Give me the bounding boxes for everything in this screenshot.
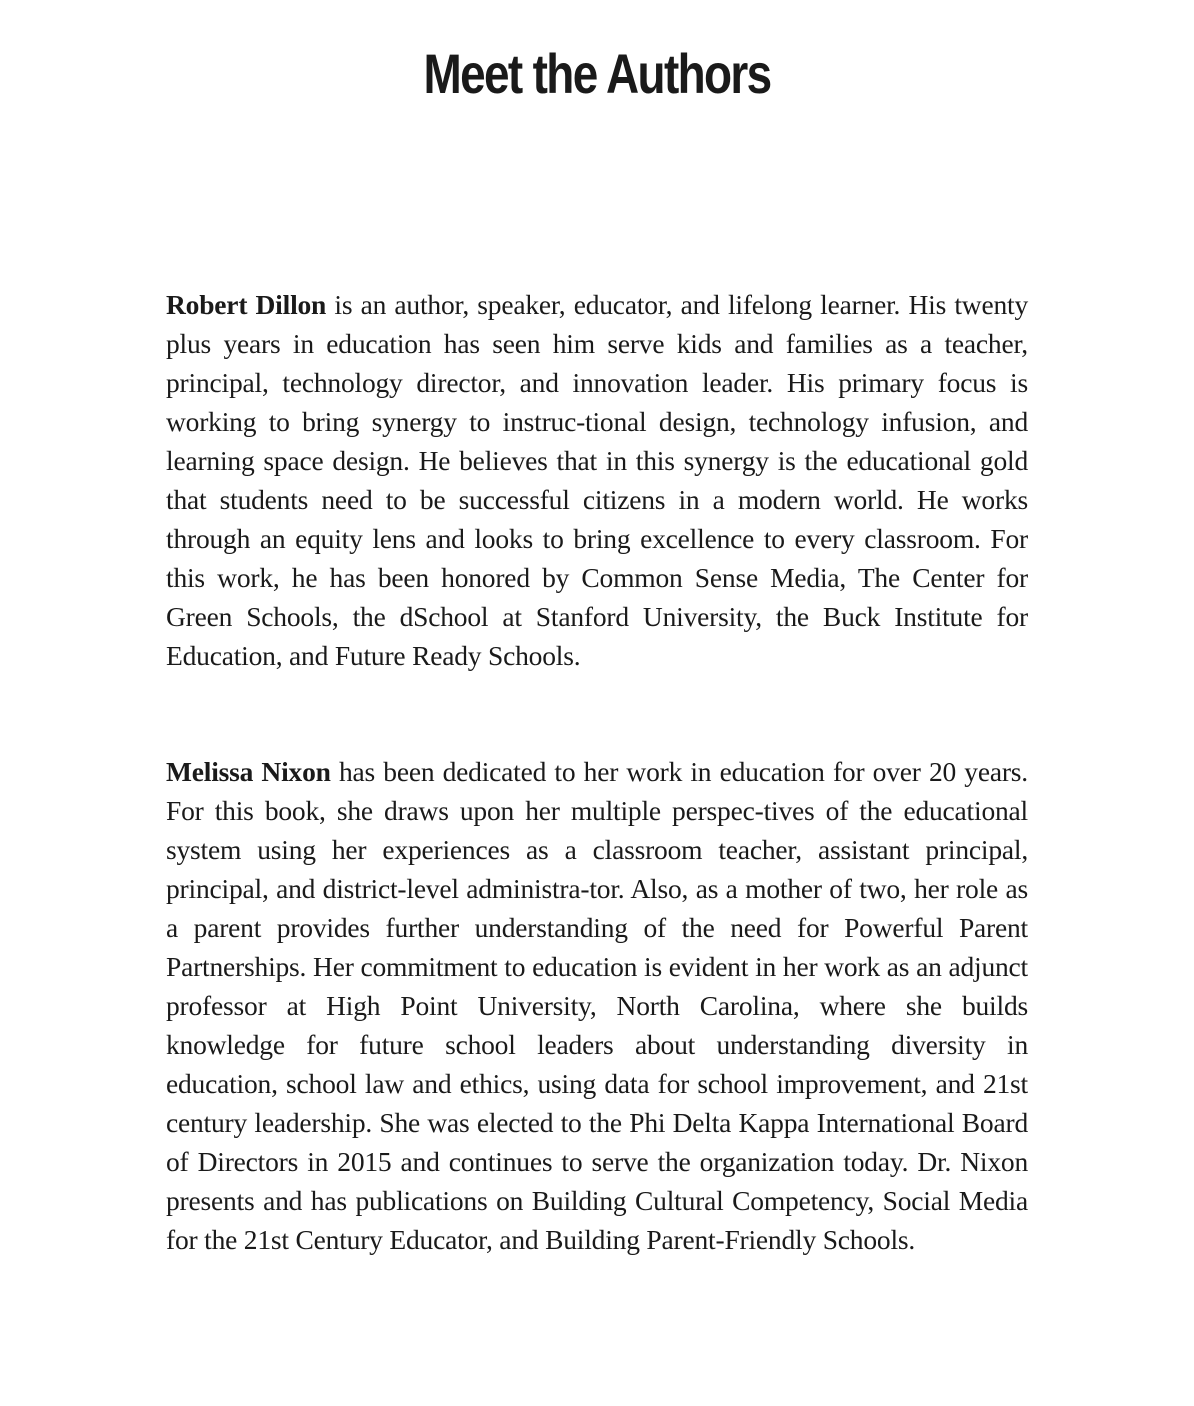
author-bio-robert-dillon xyxy=(166,285,1028,675)
author-bio-melissa-nixon xyxy=(166,752,1028,1259)
author-name: Melissa Nixon xyxy=(166,756,331,787)
author-name: Robert Dillon xyxy=(166,289,327,320)
author-bio-text: is an author, speaker, educator, and lifelong learner. His twenty plus years in education has seen him serve kids and families as a teacher, principal, technology director, and innovation leader. His primary focus is working to bring synergy to instruc-tional design, technology infusion, and learning space design. He believes that in this synergy is the educational gold that students need to be successful citizens in a modern world. He works through an equity lens and looks to bring excellence to every classroom. For this work, he has been honored by Common Sense Media, The Center for Green Schools, the dSchool at Stanford University, the Buck Institute for Education, and Future Ready Schools. xyxy=(166,289,1028,671)
author-bio-text: has been dedicated to her work in education for over 20 years. For this book, she draws upon her multiple perspec-tives of the educational system using her experiences as a classroom teacher, assistant principal, principal, and district-level administra-tor. Also, as a mother of two, her role as a parent provides further understanding of the need for Powerful Parent Partnerships. Her commitment to education is evident in her work as an adjunct professor at High Point University, North Carolina, where she builds knowledge for future school leaders about understanding diversity in education, school law and ethics, using data for school improvement, and 21st century leadership. She was elected to the Phi Delta Kappa International Board of Directors in 2015 and continues to serve the organization today. Dr. Nixon presents and has publications on Building Cultural Competency, Social Media for the 21st Century Educator, and Building Parent-Friendly Schools. xyxy=(166,756,1028,1255)
page-title: Meet the Authors xyxy=(423,42,771,105)
